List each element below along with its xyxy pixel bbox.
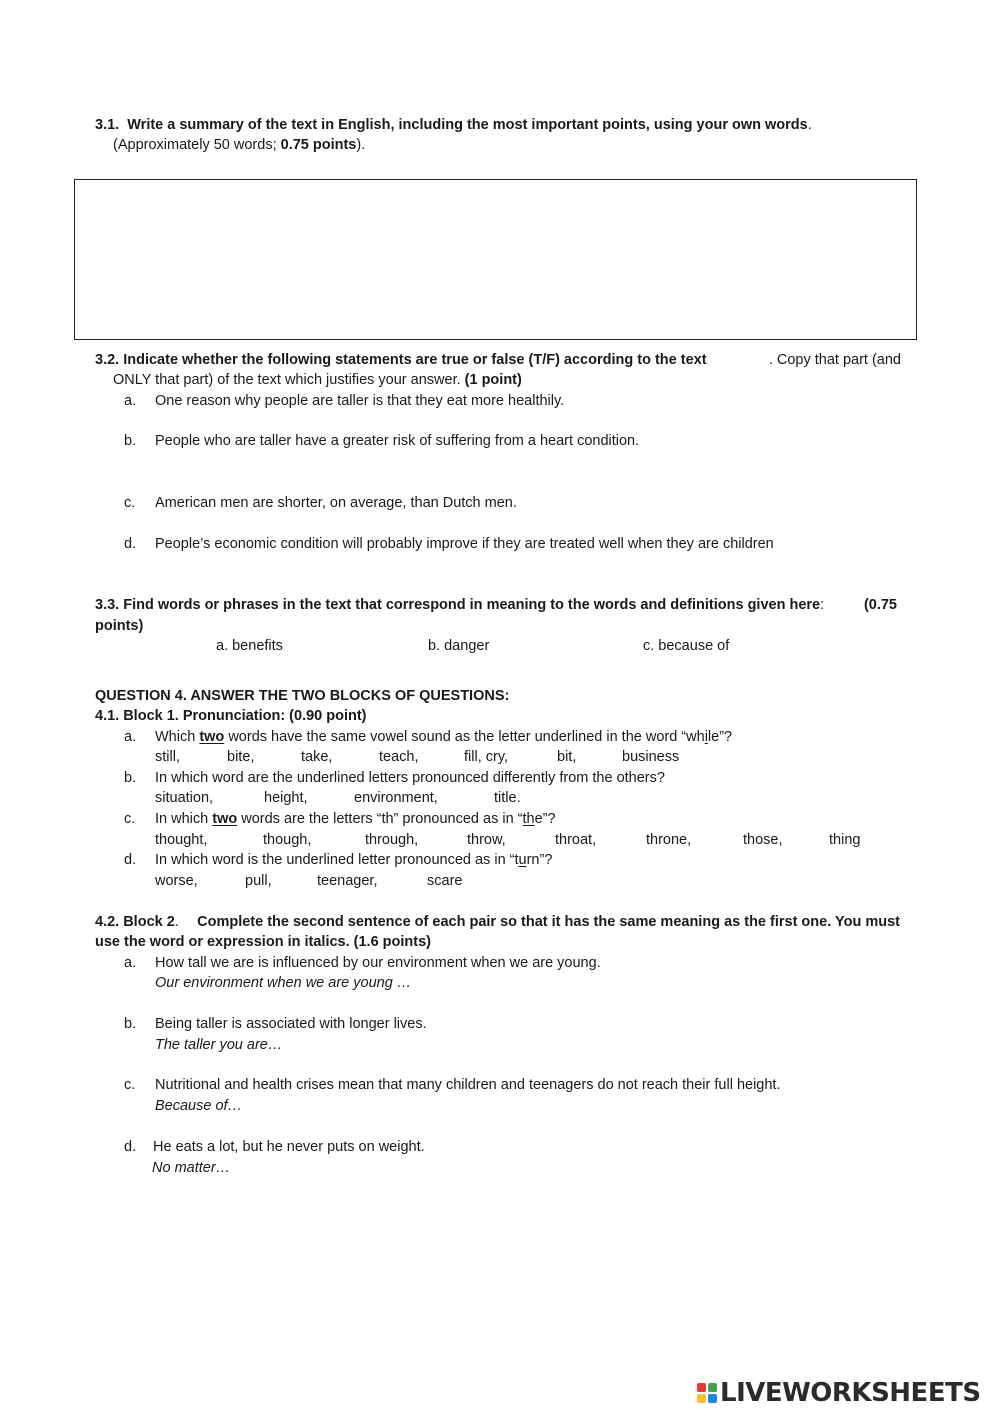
q32-title: 3.2. Indicate whether the following statements are true or false (T/F) according to the text . Copy that part (and <box>95 352 901 368</box>
b2-item-a: a. How tall we are is influenced by our environment when we are young. <box>124 955 601 971</box>
b1-question-c: c. In which two words are the letters “th” pronounced as in “the”? <box>124 811 556 827</box>
word-option: fill, cry, <box>464 749 509 765</box>
b1-question-a: a. Which two words have the same vowel sound as the letter underlined in the word “while”? <box>124 729 733 745</box>
q32-item-a: a. One reason why people are taller is that they eat more healthily. <box>124 393 565 409</box>
word-option: though, <box>263 832 312 848</box>
q33-word: b. danger <box>428 638 490 654</box>
word-option: teach, <box>379 749 419 765</box>
q33-word-list <box>0 636 1000 656</box>
q33-title-line2: points) <box>95 618 144 634</box>
b1-question-b: b. In which word are the underlined letters pronounced differently from the others? <box>124 770 665 786</box>
q33-title: 3.3. Find words or phrases in the text that correspond in meaning to the words and definitions given here: (0.75 <box>95 597 897 613</box>
b2-prompt-a: Our environment when we are young … <box>155 975 412 991</box>
word-option: throat, <box>555 832 597 848</box>
word-option: still, <box>155 749 180 765</box>
word-option: situation, <box>155 790 214 806</box>
q32-item-b: b. People who are taller have a greater risk of suffering from a heart condition. <box>124 433 640 449</box>
word-option: those, <box>743 832 783 848</box>
q33-word: a. benefits <box>216 638 283 654</box>
word-option: throw, <box>467 832 506 848</box>
q32-title-line2: ONLY that part) of the text which justifies your answer. (1 point) <box>113 372 522 388</box>
b2-item-c: c. Nutritional and health crises mean that many children and teenagers do not reach their full height. <box>124 1077 781 1093</box>
b1-question-d: d. In which word is the underlined letter pronounced as in “turn”? <box>124 852 553 868</box>
word-option: thought, <box>155 832 208 848</box>
b2-prompt-b: The taller you are… <box>155 1037 283 1053</box>
summary-answer-box[interactable] <box>74 179 917 340</box>
word-option: through, <box>365 832 419 848</box>
word-option: worse, <box>155 873 198 889</box>
b2-item-d: d. He eats a lot, but he never puts on weight. <box>124 1139 425 1155</box>
word-option: height, <box>264 790 308 806</box>
word-option: throne, <box>646 832 692 848</box>
q31-title: 3.1. Write a summary of the text in English, including the most important points, using your own words. <box>95 117 812 133</box>
b1-words-c <box>0 830 1000 850</box>
b2-item-b: b. Being taller is associated with longer lives. <box>124 1016 427 1032</box>
word-option: scare <box>427 873 463 889</box>
word-option: teenager, <box>317 873 378 889</box>
word-option: environment, <box>354 790 438 806</box>
word-option: take, <box>301 749 333 765</box>
b1-words-a <box>0 747 1000 767</box>
word-option: bite, <box>227 749 255 765</box>
word-option: title. <box>494 790 521 806</box>
liveworksheets-logo[interactable] <box>697 1378 981 1408</box>
logo-text: LIVEWORKSHEETS <box>720 1378 981 1408</box>
block1-title: 4.1. Block 1. Pronunciation: (0.90 point) <box>95 708 367 724</box>
word-option: thing <box>829 832 861 848</box>
b1-words-d <box>0 871 1000 891</box>
b2-prompt-d: No matter… <box>152 1160 231 1176</box>
q32-item-c: c. American men are shorter, on average, than Dutch men. <box>124 495 517 511</box>
q33-word: c. because of <box>643 638 730 654</box>
block2-title-line2: use the word or expression in italics. (1.6 points) <box>95 934 431 950</box>
word-option: bit, <box>557 749 577 765</box>
block2-title: 4.2. Block 2. Complete the second sentence of each pair so that it has the same meaning as the first one. You must <box>95 914 900 930</box>
q4-heading: QUESTION 4. ANSWER THE TWO BLOCKS OF QUESTIONS: <box>95 688 510 704</box>
b2-prompt-c: Because of… <box>155 1098 243 1114</box>
q31-note: (Approximately 50 words; 0.75 points). <box>113 137 366 153</box>
q32-item-d: d. People’s economic condition will probably improve if they are treated well when they are children <box>124 536 774 552</box>
word-option: pull, <box>245 873 272 889</box>
word-option: business <box>622 749 680 765</box>
logo-blocks-icon <box>697 1383 717 1403</box>
b1-words-b <box>0 788 1000 808</box>
